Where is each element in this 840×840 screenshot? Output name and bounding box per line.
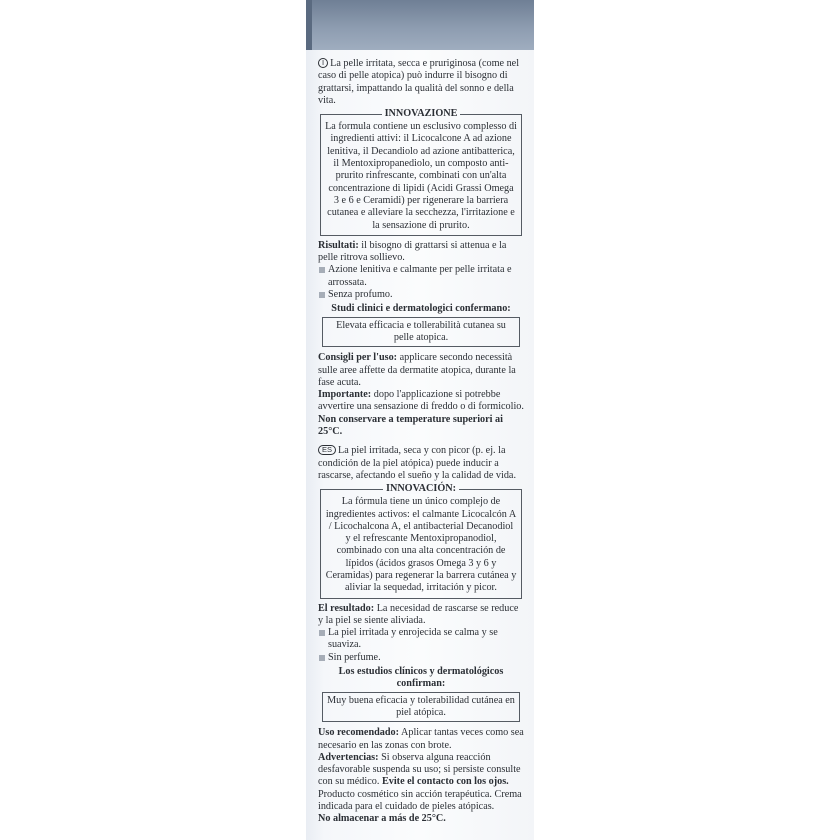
es-language-badge: ES [318,445,336,455]
es-innovation-title: INNOVACIÓN: [383,483,459,494]
it-storage: Non conservare a temperature superiori ai 25°C. [318,413,503,438]
it-results: Risultati: il bisogno di grattarsi si attenua e la pelle ritrova sollievo. [318,239,507,264]
es-innovation-text: La fórmula tiene un único complejo de ingredientes activos: el calmante Licocalcón A / Licochalcona A, el antibacterial Decanodiol y el refrescante Mentoxipropanodiol, combinado con una alta concentración de lípidos (ácidos grasos Omega 3 y 6 y Ceramidas) para regenerar la barrera cutánea y aliviar la sequedad, irritación y picor. [325,496,517,594]
it-studies-box: Elevata efficacia e tollerabilità cutanea su pelle atopica. [322,317,520,348]
it-innovation-box [320,108,522,236]
package-fold-edge [306,0,312,50]
it-bullet-2: Senza profumo. [318,289,524,301]
it-important: Importante: dopo l'applicazione si potrebbe avvertire una sensazione di freddo o di formicolio. [318,389,524,413]
it-usage: Consigli per l'uso: applicare secondo necessità sulle aree affette da dermatite atopica, durante la fase acuta. [318,352,516,388]
es-warnings: Advertencias: Si observa alguna reacción desfavorable suspenda su uso; si persiste consulte con su médico. Evite el contacto con los ojos. Producto cosmético sin acción terapéutica. Crema indicada para el cuidado de pieles atópicas. [318,751,522,813]
it-language-badge: I [318,58,328,68]
es-innovation-box [320,483,522,598]
it-innovation-text: La formula contiene un esclusivo complesso di ingredienti attivi: il Licocalcone A ad azione lenitiva, il Decandiolo ad azione antibatterica, il Mentoxipropanediolo, un composto anti-prurito rinfrescante, combinati con un'alta concentrazione di lipidi (Acidi Grassi Omega 3 e 6 e Ceramidi) per rigenerare la barriera cutanea e alleviare la secchezza, l'irritazione e la sensazione di prurito. [325,121,517,231]
es-storage: No almacenar a más de 25°C. [318,813,446,825]
es-results: El resultado: La necesidad de rascarse se reduce y la piel se siente aliviada. [318,602,519,626]
es-studies-box: Muy buena eficacia y tolerabilidad cutánea en piel atópica. [322,692,520,723]
es-bullet-2: Sin perfume. [318,652,524,664]
es-intro: ES La piel irritada, seca y con picor (p. ej. la condición de la piel atópica) puede inducir a rascarse, afectando el sueño y la calidad de vida. [318,445,516,481]
it-bullet-1: Azione lenitiva e calmante per pelle irritata e arrossata. [318,264,524,289]
it-intro: I La pelle irritata, secca e pruriginosa (come nel caso di pelle atopica) può indurre il bisogno di grattarsi, impattando la qualità del sonno e della vita. [318,58,520,106]
it-innovation-title: INNOVAZIONE [382,108,461,119]
es-studies-title: Los estudios clínicos y dermatológicos confirman: [338,666,504,690]
package-top-band [306,0,534,50]
es-bullet-1: La piel irritada y enrojecida se calma y se suaviza. [318,627,524,652]
leaflet-text [318,58,524,826]
es-usage: Uso recomendado: Aplicar tantas veces como sea necesario en las zonas con brote. [318,727,524,751]
it-studies-title: Studi clinici e dermatologici confermano: [331,303,511,315]
